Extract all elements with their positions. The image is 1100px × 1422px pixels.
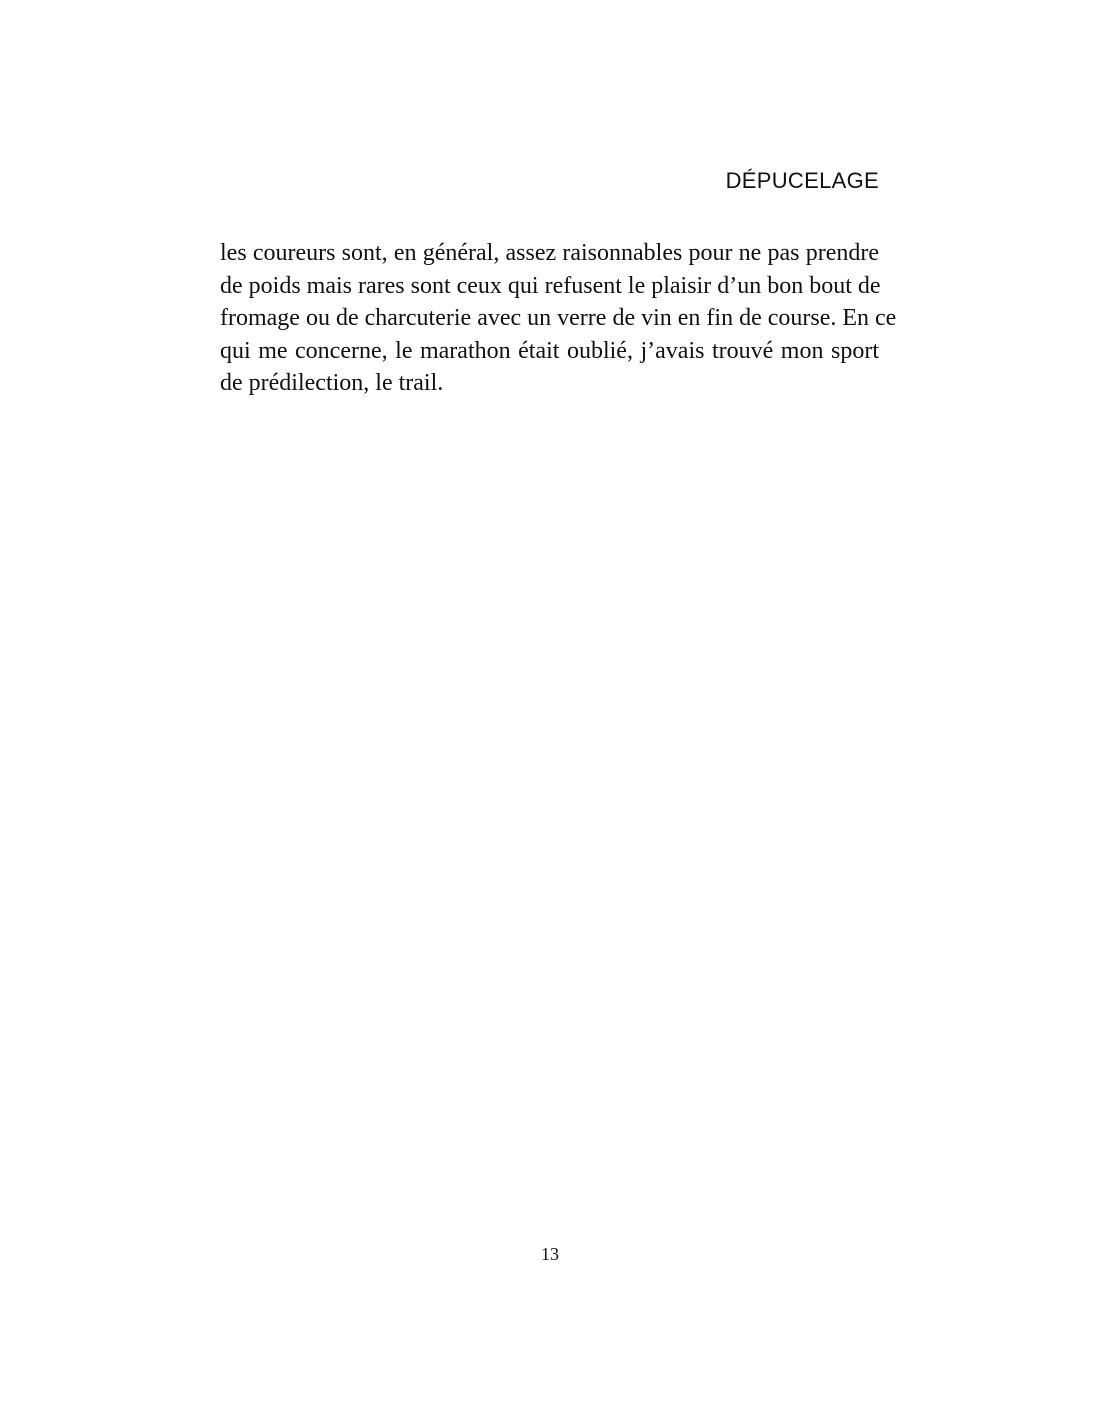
paragraph-line: fromage ou de charcuterie avec un verre de vin en fin de course. En ce — [220, 305, 897, 331]
paragraph-line: les coureurs sont, en général, assez raisonnables pour ne pas prendre — [220, 240, 879, 266]
body-paragraph — [220, 237, 897, 400]
running-head-title: DÉPUCELAGE — [725, 168, 879, 193]
page-number: 13 — [541, 1244, 559, 1264]
paragraph-line: qui me concerne, le marathon était oublié, j’avais trouvé mon sport — [220, 337, 879, 364]
paragraph-line: de prédilection, le trail. — [220, 370, 444, 396]
paragraph-line: de poids mais rares sont ceux qui refusent le plaisir d’un bon bout de — [220, 272, 881, 299]
